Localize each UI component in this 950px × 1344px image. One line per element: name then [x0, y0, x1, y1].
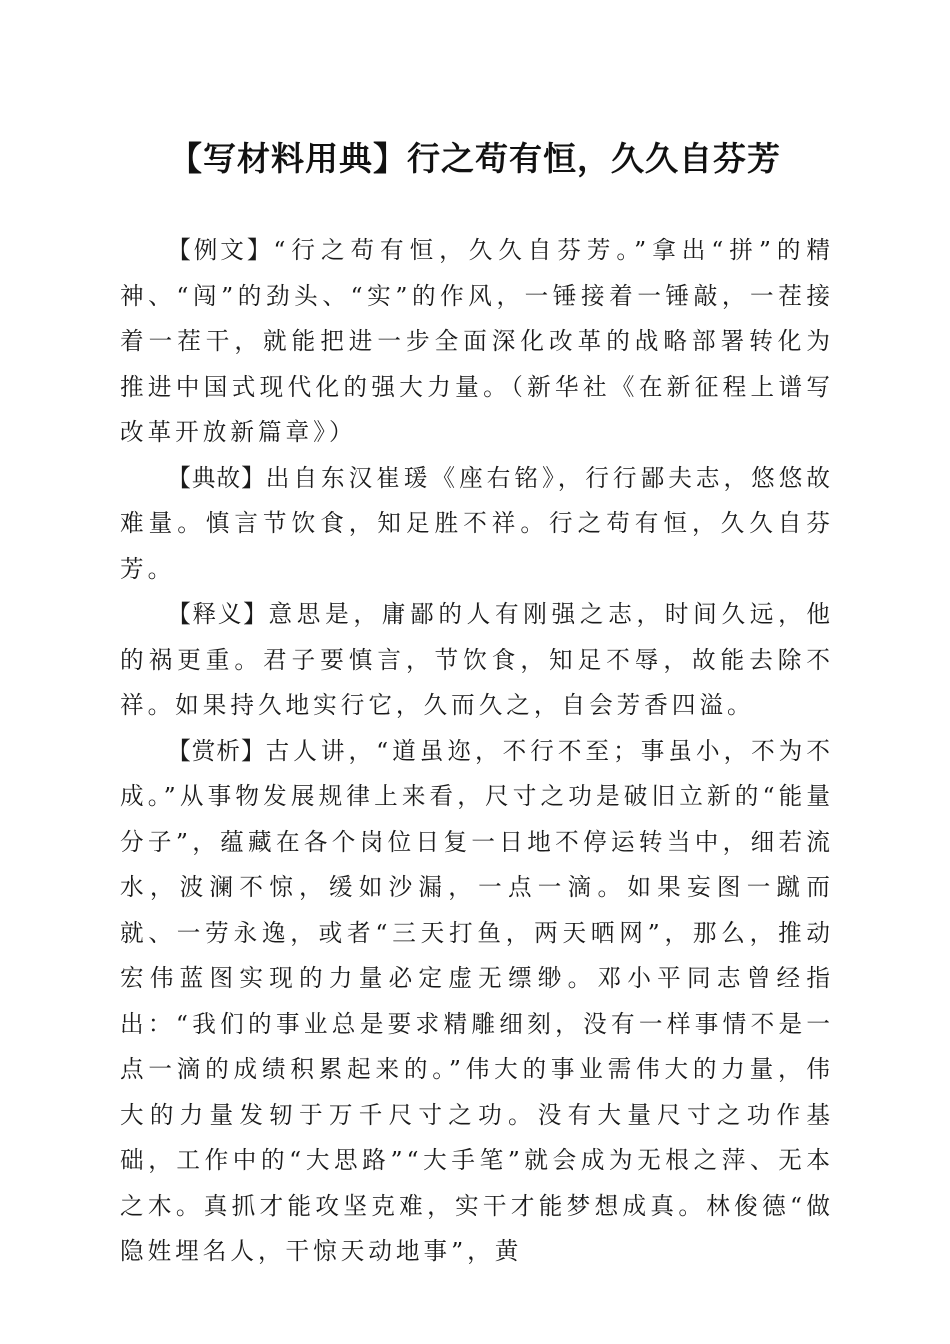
- document-body: [120, 228, 834, 1275]
- paragraph-meaning: [120, 592, 834, 729]
- paragraph-text: 意思是，庸鄙的人有刚强之志，时间久远，他的祸更重。君子要慎言，节饮食，知足不辱，故能去除不祥。如果持久地实行它，久而久之，自会芳香四溢。: [120, 600, 835, 719]
- paragraph-text: 古人讲，“道虽迩，不行不至；事虽小，不为不成。”从事物发展规律上来看，尺寸之功是破旧立新的“能量分子”，蕴藏在各个岗位日复一日地不停运转当中，细若流水，波澜不惊，缓如沙漏，一点一滴。如果妄图一蹴而就、一劳永逸，或者“三天打鱼，两天晒网”，那么，推动宏伟蓝图实现的力量必定虚无缥缈。邓小平同志曾经指出：“我们的事业总是要求精雕细刻，没有一样事情不是一点一滴的成绩积累起来的。”伟大的事业需伟大的力量，伟大的力量发轫于万千尺寸之功。没有大量尺寸之功作基础，工作中的“大思路”“大手笔”就会成为无根之萍、无本之木。真抓才能攻坚克难，实干才能梦想成真。林俊德“做隐姓埋名人，干惊天动地事”，黄: [120, 736, 835, 1265]
- paragraph-appreciation: [120, 729, 834, 1275]
- paragraph-example: [120, 228, 834, 456]
- paragraph-allusion: [120, 456, 834, 593]
- paragraph-tag: 【典故】: [167, 463, 266, 492]
- paragraph-tag: 【释义】: [167, 600, 269, 628]
- document-title: 【写材料用典】行之苟有恒，久久自芬芳: [169, 139, 781, 178]
- paragraph-text: 出自东汉崔瑗《座右铭》，行行鄙夫志，悠悠故难量。慎言节饮食，知足胜不祥。行之苟有恒，久久自芬芳。: [120, 463, 835, 583]
- paragraph-tag: 【例文】: [167, 236, 274, 264]
- paragraph-tag: 【赏析】: [167, 736, 266, 765]
- paragraph-text: “行之苟有恒，久久自芬芳。”拿出“拼”的精神、“闯”的劲头、“实”的作风，一锤接着一锤敲，一茬接着一茬干，就能把进一步全面深化改革的战略部署转化为推进中国式现代化的强大力量。（新华社《在新征程上谱写改革开放新篇章》）: [120, 236, 835, 446]
